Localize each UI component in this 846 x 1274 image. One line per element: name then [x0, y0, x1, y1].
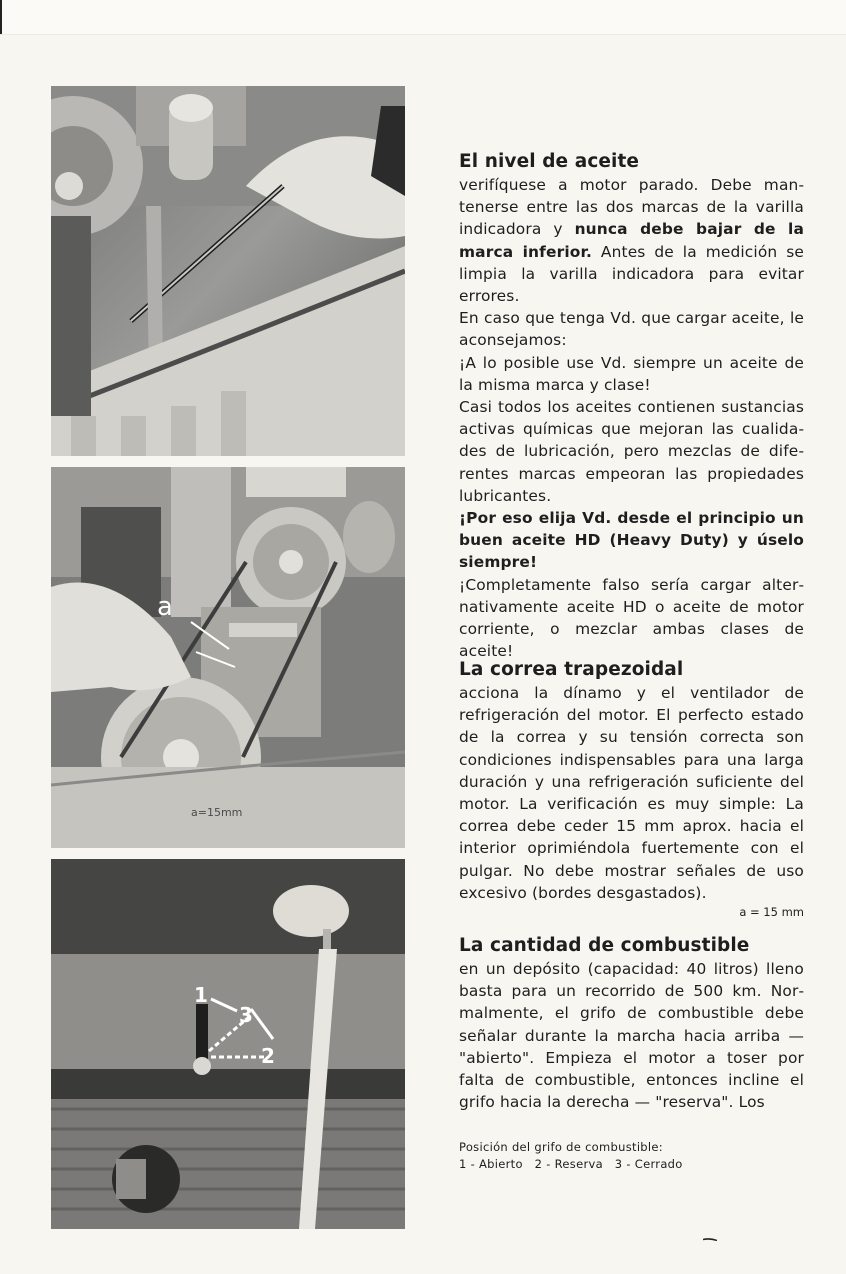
- fuel-tap-caption-title: Posición del grifo de combustible:: [459, 1140, 663, 1154]
- belt-measure-label: a=15mm: [191, 806, 243, 819]
- oil-level-paragraph-2: En caso que tenga Vd. que cargar aceite, le aconsejamos:: [459, 309, 804, 350]
- oil-level-paragraph-6: ¡Completamente falso sería cargar alternativamente aceite HD o aceite de motor corriente, o mezclar ambas clases de aceite!: [459, 575, 804, 661]
- oil-level-warning: nunca debe bajar de la marca inferior.: [459, 220, 804, 261]
- page-corner-mark: [703, 1238, 717, 1241]
- oil-dipstick-photo: [51, 86, 405, 456]
- tap-label-1: 1: [194, 983, 208, 1007]
- oil-level-paragraph-5: ¡Por eso elija Vd. desde el principio un buen aceite HD (Heavy Duty) y úselo siempre!: [459, 509, 804, 572]
- fuel-quantity-paragraph: en un depósito (capacidad: 40 litros) lleno basta para un recorrido de 500 km. Normalmente, el grifo de combustible debe señalar durante la marcha hacia arriba — "abierto". Empieza el motor a toser por falta de combustible, entonces incline el grifo hacia la derecha — "reserva". Los: [459, 960, 804, 1112]
- fuel-tap-caption-legend: 1 - Abierto 2 - Reserva 3 - Cerrado: [459, 1157, 683, 1171]
- fan-belt-section: [459, 658, 804, 919]
- fuel-tap-caption: [459, 1139, 683, 1173]
- oil-level-heading: El nivel de aceite: [459, 151, 640, 172]
- fan-belt-photo: [51, 467, 405, 848]
- oil-level-paragraph-4: Casi todos los aceites contienen sustancias activas químicas que mejoran las cualidades de lubricación, pero mezclas de diferentes marcas empeoran las propiedades lubricantes.: [459, 398, 804, 505]
- fuel-quantity-section: [459, 934, 804, 1113]
- fuel-quantity-heading: La cantidad de combustible: [459, 935, 750, 956]
- fuel-tap-photo: [51, 859, 405, 1229]
- tap-label-2: 2: [261, 1044, 275, 1068]
- belt-label-a: a: [157, 592, 173, 622]
- tap-label-3: 3: [239, 1003, 253, 1027]
- fan-belt-paragraph: acciona la dínamo y el ventilador de refrigeración del motor. El perfecto estado de la correa y su tensión correcta son condiciones indispensables para una larga duración y una refrigeración suficiente del motor. La verificación es muy simple: La correa debe ceder 15 mm aprox. hacia el interior oprimiéndola fuertemente con el pulgar. No debe mostrar señales de uso excesivo (bordes desgastados).: [459, 684, 804, 902]
- oil-level-paragraph-3: ¡A lo posible use Vd. siempre un aceite de la misma marca y clase!: [459, 353, 804, 394]
- oil-level-section: [459, 150, 804, 662]
- page-top-strip: [0, 0, 846, 35]
- oil-level-paragraph-1: verifíquese a motor parado. Debe mantenerse entre las dos marcas de la varilla indicadora y nunca debe bajar de la marca inferior. Antes de la medición se limpia la varilla indicadora para evitar errores.: [459, 176, 804, 306]
- fan-belt-measure-note: a = 15 mm: [739, 905, 804, 920]
- fan-belt-heading: La correa trapezoidal: [459, 659, 684, 680]
